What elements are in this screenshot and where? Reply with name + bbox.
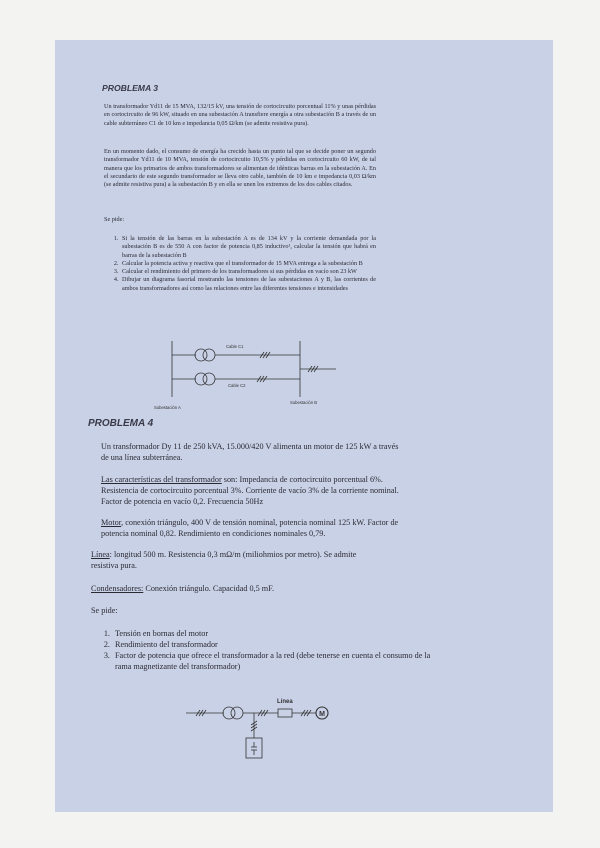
three-phase-marks bbox=[257, 352, 318, 382]
capacitor-specs-text: Conexión triángulo. Capacidad 0,5 mF. bbox=[143, 584, 275, 593]
cable-c2-label: Cable C2 bbox=[228, 383, 246, 388]
problem4-questions bbox=[98, 628, 434, 672]
problem3-circuit-diagram bbox=[140, 335, 340, 415]
problem4-motor-specs bbox=[101, 517, 425, 539]
problem4-se-pide: Se pide: bbox=[91, 606, 118, 615]
problem4-circuit-diagram bbox=[180, 692, 350, 764]
problem4-capacitor-specs bbox=[91, 583, 274, 594]
problem3-paragraph-2: En un momento dado, el consumo de energía ha crecido hasta un punto tal que se decide poner un segundo transformador Yd11 de 10 MVA, tensión de cortocircuito 10,5% y pérdidas en cortocircuito 60 kW, de tal manera que los primarios de ambos transformadores se alimentan de idénticas barras en la subestación A. En el secundario de este segundo transformador se lleva otro cable, también de 10 km e impedancia 0,03 Ω/km (se admite resistiva pura) a la subestación B y en ella se unen los extremos de los dos cables citados. bbox=[104, 148, 376, 189]
transformer-specs-label: Las características del transformador bbox=[101, 475, 222, 484]
list-item: 2. Calcular la potencia activa y reactiva que el transformador de 15 MVA entrega a la subestación B bbox=[120, 260, 376, 268]
problem4-intro: Un transformador Dy 11 de 250 kVA, 15.000/420 V alimenta un motor de 125 kW a través de una línea subterránea. bbox=[101, 442, 399, 462]
substation-a-label: Subestación A bbox=[154, 405, 181, 410]
problem3-questions bbox=[106, 235, 376, 293]
list-item: 2. Rendimiento del transformador bbox=[112, 639, 434, 650]
substation-b-label: Subestación B bbox=[290, 400, 318, 405]
problem3-se-pide: Se pide: bbox=[104, 216, 125, 223]
list-item: 1. Si la tensión de las barras en la subestación A es de 134 kV y la corriente demandada por la subestación B es de 550 A con factor de potencia 0,85 inductivo¹, calcular la tensión que habrá en barras de la subestación B bbox=[120, 235, 376, 260]
cable-c1-label: Cable C1 bbox=[226, 344, 244, 349]
line-label: Línea bbox=[277, 699, 293, 705]
line-specs-label: Línea bbox=[91, 550, 110, 559]
list-item: 3. Calcular el rendimiento del primero de los transformadores si sus pérdidas en vacío son 23 kW bbox=[120, 268, 376, 276]
list-item: 3. Factor de potencia que ofrece el transformador a la red (debe tenerse en cuenta el consumo de la rama magnetizante del transformador) bbox=[112, 650, 434, 672]
transformer-specs-text: son: Impedancia de cortocircuito porcentual 6%. Resistencia de cortocircuito porcentual 3%. Corriente de vacío 3% de la corriente nominal. Factor de potencia en vacío 0,2. Frecuencia 50Hz bbox=[101, 475, 399, 506]
capacitor-specs-label: Condensadores: bbox=[91, 584, 144, 593]
problem3-paragraph-1: Un transformador Yd11 de 15 MVA, 132/15 kV, una tensión de cortocircuito porcentual 11% y unas pérdidas en cortocircuito de 96 kW, situado en una subestación A transfiere energía a otra subestación B a través de un cable subterráneo C1 de 10 km e impedancia 0,05 Ω/km (se admite resistiva pura). bbox=[104, 103, 376, 127]
motor-specs-text: , conexión triángulo, 400 V de tensión nominal, potencia nominal 125 kW. Factor de potencia nominal 0,82. Rendimiento en condiciones nominales 0,79. bbox=[101, 518, 399, 538]
problem4-line-specs bbox=[91, 549, 381, 571]
list-item: 4. Dibujar un diagrama fasorial mostrando las tensiones de las subestaciones A y B, las corrientes de ambos transformadores así como las relaciones entre las diferentes tensiones e intensidades bbox=[120, 276, 376, 293]
line-resistor-icon bbox=[278, 709, 292, 717]
motor-label: M bbox=[319, 711, 325, 718]
motor-specs-label: Motor bbox=[101, 518, 122, 527]
problem4-title: PROBLEMA 4 bbox=[88, 418, 154, 429]
line-specs-text: : longitud 500 m. Resistencia 0,3 mΩ/m (miliohmios por metro). Se admite resistiva pura. bbox=[91, 550, 357, 570]
problem4-transformer-specs bbox=[101, 474, 411, 507]
problem3-title: PROBLEMA 3 bbox=[102, 83, 159, 93]
list-item: 1. Tensión en bornas del motor bbox=[112, 628, 434, 639]
